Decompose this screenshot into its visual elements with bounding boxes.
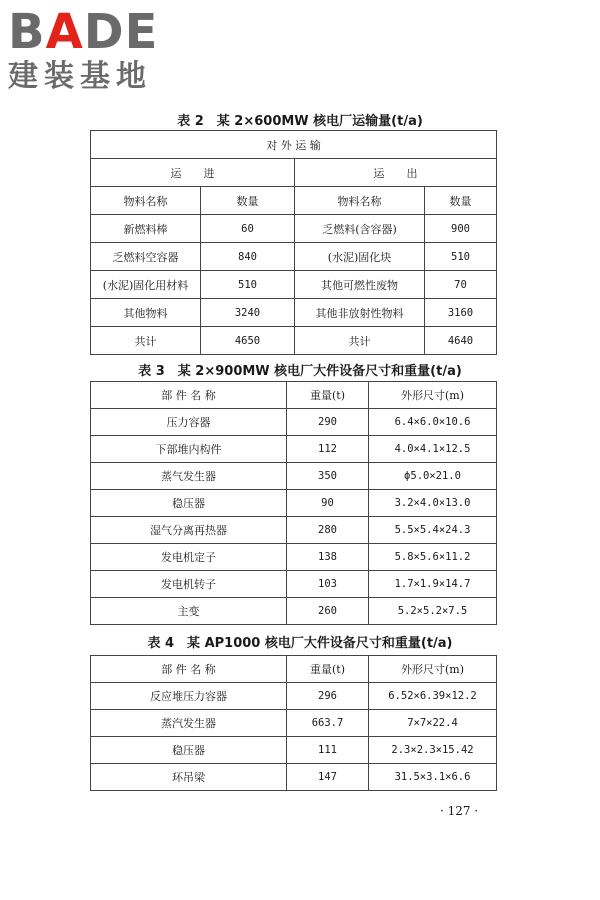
table-row	[91, 490, 497, 517]
cell-in-name: 乏燃料空容器	[91, 243, 201, 271]
table-row	[91, 710, 497, 737]
table2-header-in-qty: 数量	[201, 187, 295, 215]
cell-name: 下部堆内构件	[91, 436, 287, 463]
cell-out-qty: 3160	[425, 299, 497, 327]
cell-in-qty: 60	[201, 215, 295, 243]
table-row	[91, 737, 497, 764]
cell-size: 2.3×2.3×15.42	[369, 737, 497, 764]
cell-weight: 280	[287, 517, 369, 544]
table-row	[91, 544, 497, 571]
table-row	[91, 243, 497, 271]
cell-size: 4.0×4.1×12.5	[369, 436, 497, 463]
cell-out-qty: 4640	[425, 327, 497, 355]
cell-name: 稳压器	[91, 737, 287, 764]
logo-chinese: 建装基地	[8, 59, 152, 94]
table2-group-out: 运 出	[295, 159, 497, 187]
cell-size: 5.8×5.6×11.2	[369, 544, 497, 571]
table-row	[91, 764, 497, 791]
table3-header-name: 部 件 名 称	[91, 382, 287, 409]
cell-name: 环吊梁	[91, 764, 287, 791]
cell-in-name: 共计	[91, 327, 201, 355]
table4-header-weight: 重量(t)	[287, 656, 369, 683]
table3-caption: 表 3 某 2×900MW 核电厂大件设备尺寸和重量(t/a)	[138, 364, 462, 379]
cell-in-qty: 4650	[201, 327, 295, 355]
table-row	[91, 436, 497, 463]
cell-weight: 138	[287, 544, 369, 571]
cell-in-name: 其他物料	[91, 299, 201, 327]
table-row	[91, 683, 497, 710]
cell-out-qty: 510	[425, 243, 497, 271]
cell-weight: 90	[287, 490, 369, 517]
cell-in-qty: 3240	[201, 299, 295, 327]
cell-weight: 290	[287, 409, 369, 436]
table-row	[91, 409, 497, 436]
cell-out-name: 其他非放射性物料	[295, 299, 425, 327]
cell-name: 稳压器	[91, 490, 287, 517]
table4-caption: 表 4 某 AP1000 核电厂大件设备尺寸和重量(t/a)	[147, 636, 453, 651]
cell-weight: 350	[287, 463, 369, 490]
cell-in-qty: 840	[201, 243, 295, 271]
table-row	[91, 598, 497, 625]
table2-header-in-name: 物料名称	[91, 187, 201, 215]
cell-size: 7×7×22.4	[369, 710, 497, 737]
table-row	[91, 517, 497, 544]
cell-weight: 112	[287, 436, 369, 463]
table3	[90, 381, 497, 625]
table2-group-in: 运 进	[91, 159, 295, 187]
cell-name: 主变	[91, 598, 287, 625]
cell-weight: 103	[287, 571, 369, 598]
cell-name: 发电机定子	[91, 544, 287, 571]
cell-out-name: (水泥)固化块	[295, 243, 425, 271]
table-row	[91, 215, 497, 243]
cell-name: 反应堆压力容器	[91, 683, 287, 710]
logo-wordmark: BADE	[8, 4, 159, 60]
cell-in-name: 新燃料棒	[91, 215, 201, 243]
cell-name: 发电机转子	[91, 571, 287, 598]
table-row	[91, 327, 497, 355]
cell-weight: 260	[287, 598, 369, 625]
cell-weight: 147	[287, 764, 369, 791]
table2-header-out-qty: 数量	[425, 187, 497, 215]
table3-header-weight: 重量(t)	[287, 382, 369, 409]
table4-header-size: 外形尺寸(m)	[369, 656, 497, 683]
table2-title: 对 外 运 输	[91, 131, 497, 159]
table-row	[91, 271, 497, 299]
cell-out-qty: 70	[425, 271, 497, 299]
table-row	[91, 299, 497, 327]
cell-weight: 663.7	[287, 710, 369, 737]
cell-size: ϕ5.0×21.0	[369, 463, 497, 490]
cell-out-qty: 900	[425, 215, 497, 243]
table2-header-out-name: 物料名称	[295, 187, 425, 215]
cell-name: 蒸汽发生器	[91, 710, 287, 737]
cell-size: 5.5×5.4×24.3	[369, 517, 497, 544]
cell-in-name: (水泥)固化用材料	[91, 271, 201, 299]
cell-size: 1.7×1.9×14.7	[369, 571, 497, 598]
cell-weight: 111	[287, 737, 369, 764]
bade-logo	[8, 6, 178, 94]
table2-caption: 表 2 某 2×600MW 核电厂运输量(t/a)	[177, 114, 423, 129]
cell-out-name: 其他可燃性废物	[295, 271, 425, 299]
cell-size: 31.5×3.1×6.6	[369, 764, 497, 791]
table-row	[91, 571, 497, 598]
cell-size: 6.4×6.0×10.6	[369, 409, 497, 436]
cell-out-name: 共计	[295, 327, 425, 355]
cell-name: 压力容器	[91, 409, 287, 436]
cell-out-name: 乏燃料(含容器)	[295, 215, 425, 243]
table3-header-size: 外形尺寸(m)	[369, 382, 497, 409]
cell-size: 5.2×5.2×7.5	[369, 598, 497, 625]
cell-in-qty: 510	[201, 271, 295, 299]
table2	[90, 130, 497, 355]
page-number: · 127 ·	[440, 804, 479, 818]
table4-header-name: 部 件 名 称	[91, 656, 287, 683]
cell-weight: 296	[287, 683, 369, 710]
table-row	[91, 463, 497, 490]
cell-name: 湿气分离再热器	[91, 517, 287, 544]
cell-name: 蒸气发生器	[91, 463, 287, 490]
cell-size: 3.2×4.0×13.0	[369, 490, 497, 517]
cell-size: 6.52×6.39×12.2	[369, 683, 497, 710]
table4	[90, 655, 497, 791]
